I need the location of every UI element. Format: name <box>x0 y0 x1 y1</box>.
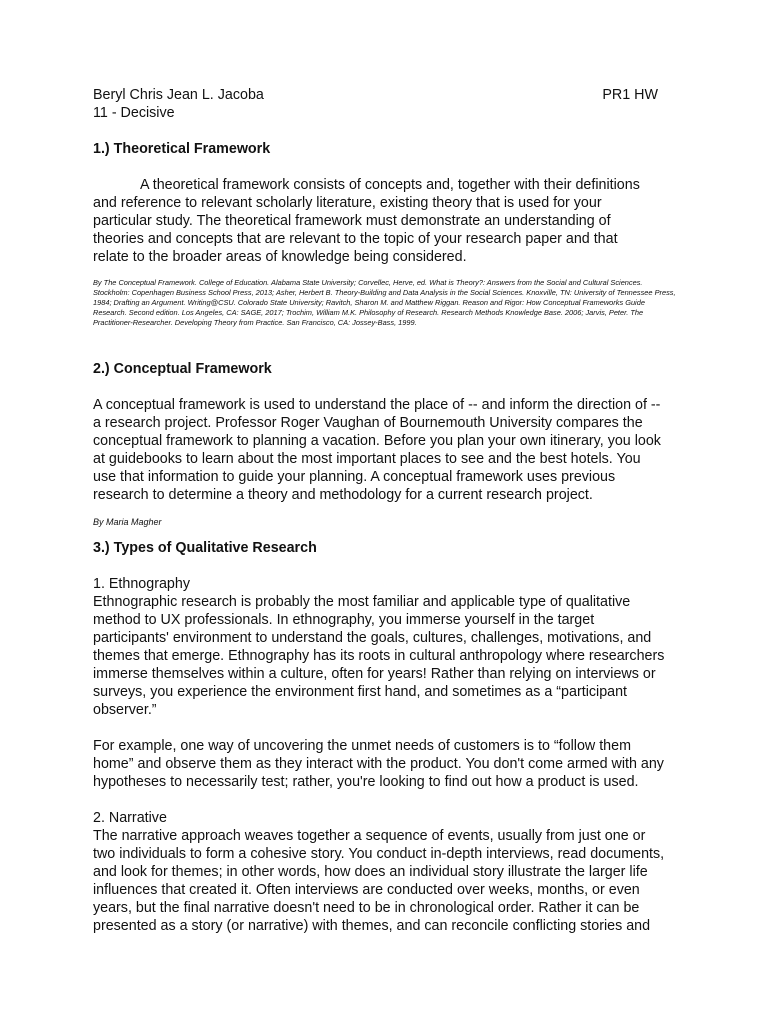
section-name: 11 - Decisive <box>93 105 175 121</box>
ethnography-paragraph-1: Ethnographic research is probably the most familiar and applicable type of qualitative method to UX professionals. In ethnography, you immerse yourself in the target participants' environment to understand the goals, cultures, challenges, motivations, and themes that emerge. Ethnography has its roots in cultural anthropology where researchers immerse themselves within a culture, often for years! Rather than relying on interviews or surveys, you experience the environment first hand, and sometimes as a “participant observer.” <box>93 594 665 718</box>
author-name: Beryl Chris Jean L. Jacoba <box>93 87 264 103</box>
qualitative-research-title: 3.) Types of Qualitative Research <box>93 540 317 556</box>
ethnography-heading: 1. Ethnography <box>93 576 190 592</box>
conceptual-framework-body: A conceptual framework is used to understand the place of -- and inform the direction of -- a research project. Professor Roger Vaughan of Bournemouth University compares the conceptual framework to planning a vacation. Before you plan your own itinerary, you look at guidebooks to learn about the most important places to see and the best hotels. You use that information to guide your planning. A conceptual framework uses previous research to determine a theory and methodology for a current research project. <box>93 397 661 503</box>
ethnography-paragraph-2: For example, one way of uncovering the unmet needs of customers is to “follow them home” and observe them as they interact with the product. You don't come armed with any hypotheses to necessarily test; rather, you're looking to find out how a product is used. <box>93 738 664 790</box>
assignment-label: PR1 HW <box>602 87 658 103</box>
theoretical-framework-title: 1.) Theoretical Framework <box>93 141 271 157</box>
theoretical-framework-body: A theoretical framework consists of concepts and, together with their definitions and reference to relevant scholarly literature, existing theory that is used for your particular study. The theoretical framework must demonstrate an understanding of theories and concepts that are relevant to the topic of your research paper and that relate to the broader areas of knowledge being considered. <box>93 177 640 265</box>
document-page <box>93 86 676 935</box>
header-row <box>93 86 658 104</box>
narrative-heading: 2. Narrative <box>93 810 167 826</box>
narrative-paragraph-1: The narrative approach weaves together a sequence of events, usually from just one or two individuals to form a cohesive story. You conduct in-depth interviews, read documents, and look for themes; in other words, how does an individual story illustrate the larger life influences that created it. Often interviews are conducted over weeks, months, or even years, but the final narrative doesn't need to be in chronological order. Rather it can be presented as a story (or narrative) with themes, and can reconcile conflicting stories and <box>93 828 665 934</box>
conceptual-framework-byline: By Maria Magher <box>93 517 162 527</box>
conceptual-framework-title: 2.) Conceptual Framework <box>93 361 272 377</box>
theoretical-framework-citation: By The Conceptual Framework. College of Education. Alabama State University; Corvellec, Herve, ed. What is Theory?: Answers from the Social and Cultural Sciences. Stockholm: Copenhagen Business School Press, 2013; Asher, Herbert B. Theory-Building and Data Analysis in the Social Sciences. Knoxville, TN: University of Tennessee Press, 1984; Drafting an Argument. Writing@CSU. Colorado State University; Ravitch, Sharon M. and Matthew Riggan. Reason and Rigor: How Conceptual Frameworks Guide Research. Second edition. Los Angeles, CA: SAGE, 2017; Trochim, William M.K. Philosophy of Research. Research Methods Knowledge Base. 2006; Jarvis, Peter. The Practitioner-Researcher. Developing Theory from Practice. San Francisco, CA: Jossey-Bass, 1999. <box>93 278 676 327</box>
